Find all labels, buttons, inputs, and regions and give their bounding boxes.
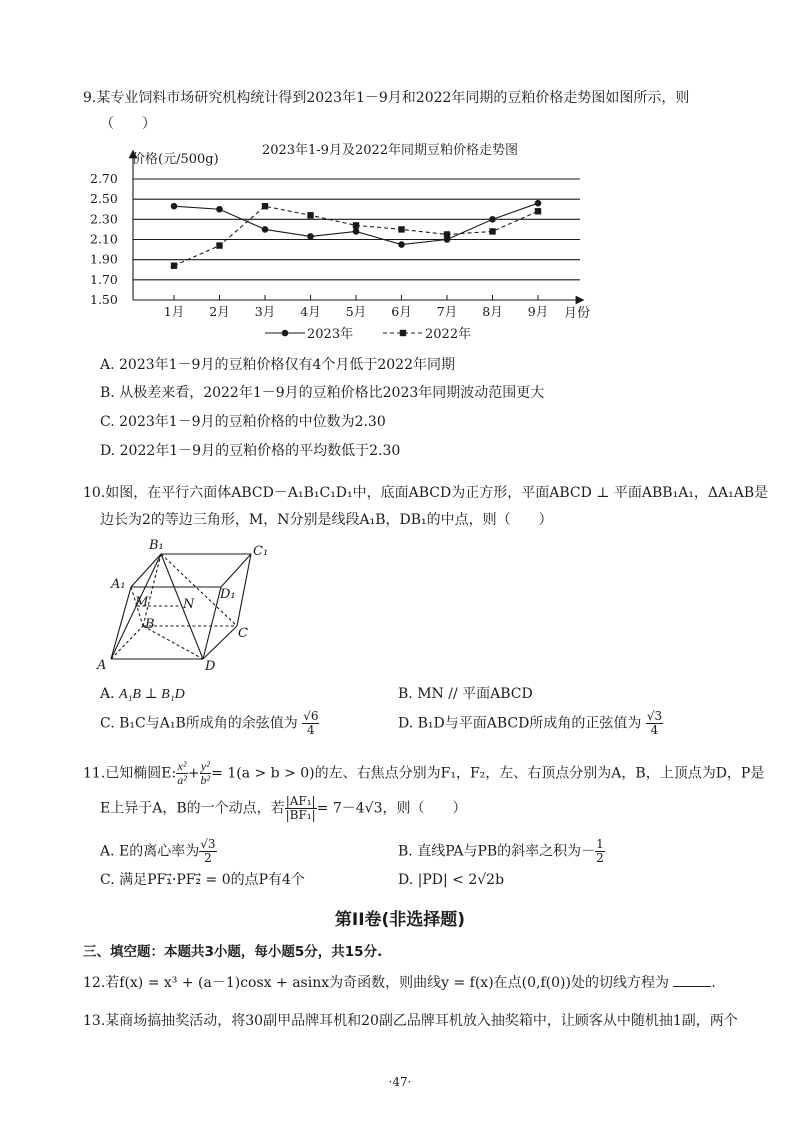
- chart-x-tick-label: 8月: [482, 304, 503, 319]
- chart-x-tick-label: 7月: [436, 304, 458, 319]
- series-line-2022年: [174, 206, 538, 265]
- q10-stem-line2: 边长为2的等边三角形，M，N分别是线段A₁B，DB₁的中点，则（ ）: [100, 512, 553, 528]
- q11-number: 11.: [83, 765, 106, 782]
- chart-y-tick-label: 2.70: [90, 171, 118, 186]
- q11-stem-line1: 11.已知椭圆E: $\frac{\text{x²}}{\text{a²}}$ + $\frac{\text{y²}}{\text{b²}}$ = 1(a > b > 0)的左、右焦点分别为F₁，F₂，左、右顶点分别为A，B，上顶点为D，P是: [83, 759, 765, 787]
- edge-dd1: [203, 587, 221, 659]
- chart-x-tick-label: 4月: [300, 304, 321, 319]
- label-a: A: [97, 658, 107, 673]
- page-number: ·47·: [388, 1075, 412, 1089]
- label-c: C: [238, 626, 248, 641]
- edge-cc1: [237, 554, 251, 626]
- section-title: 第II卷(非选择题): [334, 910, 466, 930]
- q11-option-c: C. 满足PF₁⃗·PF₂⃗ = 0的点P有4个: [100, 872, 305, 888]
- chart-x-axis-label: 月份: [564, 306, 591, 321]
- q10-option-a: A. A₁B ⊥ B₁D: [100, 686, 185, 702]
- q10-stem-line1: 10.如图，在平行六面体ABCD－A₁B₁C₁D₁中，底面ABCD为正方形，平面ABCD ⊥ 平面ABB₁A₁，ΔA₁AB是: [83, 485, 769, 501]
- label-b1: B₁: [149, 538, 164, 553]
- q9-option-d: D. 2022年1－9月的豆粕价格的平均数低于2.30: [100, 443, 401, 459]
- data-point-2022年-8月: [489, 228, 495, 234]
- legend-marker-2022年: [400, 330, 406, 336]
- edge-dc: [203, 626, 237, 659]
- chart-y-axis-label: 价格(元/500g): [132, 152, 219, 167]
- q10-option-b: B. MN // 平面ABCD: [398, 686, 533, 702]
- q9-option-b: B. 从极差来看，2022年1－9月的豆粕价格比2023年同期波动范围更大: [100, 385, 545, 401]
- q9-stem: [83, 88, 689, 108]
- q11-stem-line2: E上异于A，B的一个动点，若 $\frac{\text{|AF₁|}}{\text{|BF₁|}}$ = 7－4√3，则（ ）: [100, 794, 467, 822]
- label-c1: C₁: [253, 544, 269, 559]
- chart-y-tick-label: 2.50: [90, 191, 118, 207]
- q9-text: 某专业饲料市场研究机构统计得到2023年1－9月和2022年同期的豆粕价格走势图如图所示，则: [96, 90, 690, 106]
- data-point-2022年-7月: [444, 231, 450, 237]
- chart-y-tick-label: 2.10: [90, 231, 118, 247]
- chart-x-tick-label: 6月: [391, 304, 412, 319]
- chart-x-tick-label: 5月: [345, 304, 367, 319]
- section-heading: 三、填空题：本题共3小题，每小题5分，共15分.: [83, 944, 383, 960]
- data-point-2023年-1月: [171, 203, 178, 210]
- label-m: M: [135, 595, 149, 610]
- data-point-2023年-6月: [398, 241, 405, 248]
- q9-number: 9.: [83, 90, 97, 106]
- legend-marker-2023年: [282, 330, 289, 337]
- chart-x-tick-label: 1月: [163, 304, 185, 319]
- label-a1: A₁: [111, 577, 126, 592]
- q10-option-d: D. B₁D与平面ABCD所成角的正弦值为 $\frac{√3}{4}$: [398, 709, 663, 737]
- q11-option-d: D. |PD| < 2√2b: [398, 872, 505, 888]
- data-point-2023年-5月: [353, 228, 360, 235]
- data-point-2022年-6月: [398, 226, 404, 232]
- chart-y-tick-label: 1.70: [90, 271, 118, 287]
- chart-x-tick-label: 9月: [527, 304, 549, 319]
- chart-title: 2023年1-9月及2022年同期豆粕价格走势图: [261, 143, 519, 158]
- q13-number: 13.: [83, 1013, 106, 1029]
- data-point-2022年-2月: [216, 242, 222, 248]
- data-point-2022年-5月: [353, 222, 359, 228]
- q11-option-b: B. 直线PA与PB的斜率之积为－ $\frac{1}{2}$: [398, 837, 604, 865]
- data-point-2022年-1月: [171, 263, 177, 269]
- q11-option-a: A. E的离心率为 $\frac{√3}{2}$: [100, 837, 216, 865]
- chart-y-tick-label: 1.50: [90, 292, 118, 307]
- q10-option-c-fraction: $\frac{√6}{4}$: [303, 709, 319, 737]
- price-trend-chart: [90, 134, 600, 356]
- legend-label-2022年: 2022年: [425, 327, 472, 342]
- chart-x-tick-label: 2月: [209, 304, 230, 319]
- label-d: D: [205, 659, 216, 674]
- data-point-2022年-3月: [262, 203, 268, 209]
- q13-stem: 13.某商场搞抽奖活动，将30副甲品牌耳机和20副乙品牌耳机放入抽奖箱中，让顾客从中随机抽1副，两个: [83, 1013, 738, 1029]
- parallelepiped-figure: [95, 535, 275, 675]
- chart-y-tick-label: 1.90: [90, 251, 118, 267]
- edge-bb1: [143, 554, 161, 626]
- chart-x-tick-label: 3月: [254, 304, 276, 319]
- q12-number: 12.: [83, 975, 106, 991]
- data-point-2022年-4月: [307, 212, 313, 218]
- data-point-2023年-2月: [216, 206, 223, 213]
- q9-bracket: （ ）: [100, 116, 156, 132]
- q12-answer-blank[interactable]: [673, 974, 711, 987]
- data-point-2023年-8月: [489, 216, 496, 223]
- edge-d1c1: [221, 554, 251, 587]
- label-n: N: [183, 597, 195, 612]
- q10-option-d-fraction: $\frac{√3}{4}$: [646, 709, 663, 737]
- q12-stem: 12.若f(x) = x³ + (a－1)cosx + asinx为奇函数，则曲线y = f(x)在点(0,f(0))处的切线方程为 .: [83, 975, 716, 991]
- q10-number: 10.: [83, 485, 106, 501]
- data-point-2023年-9月: [535, 200, 542, 207]
- label-b: B: [145, 617, 155, 632]
- legend-label-2023年: 2023年: [307, 327, 354, 342]
- chart-y-tick-label: 2.30: [90, 211, 118, 227]
- q9-option-a: A. 2023年1－9月的豆粕价格仅有4个月低于2022年同期: [100, 357, 455, 373]
- data-point-2023年-3月: [262, 226, 269, 233]
- data-point-2022年-9月: [535, 208, 541, 214]
- label-d1: D₁: [220, 587, 236, 602]
- q9-option-c: C. 2023年1－9月的豆粕价格的中位数为2.30: [100, 414, 386, 430]
- data-point-2023年-4月: [307, 233, 314, 240]
- q10-option-c: C. B₁C与A₁B所成角的余弦值为 $\frac{√6}{4}$: [100, 709, 319, 737]
